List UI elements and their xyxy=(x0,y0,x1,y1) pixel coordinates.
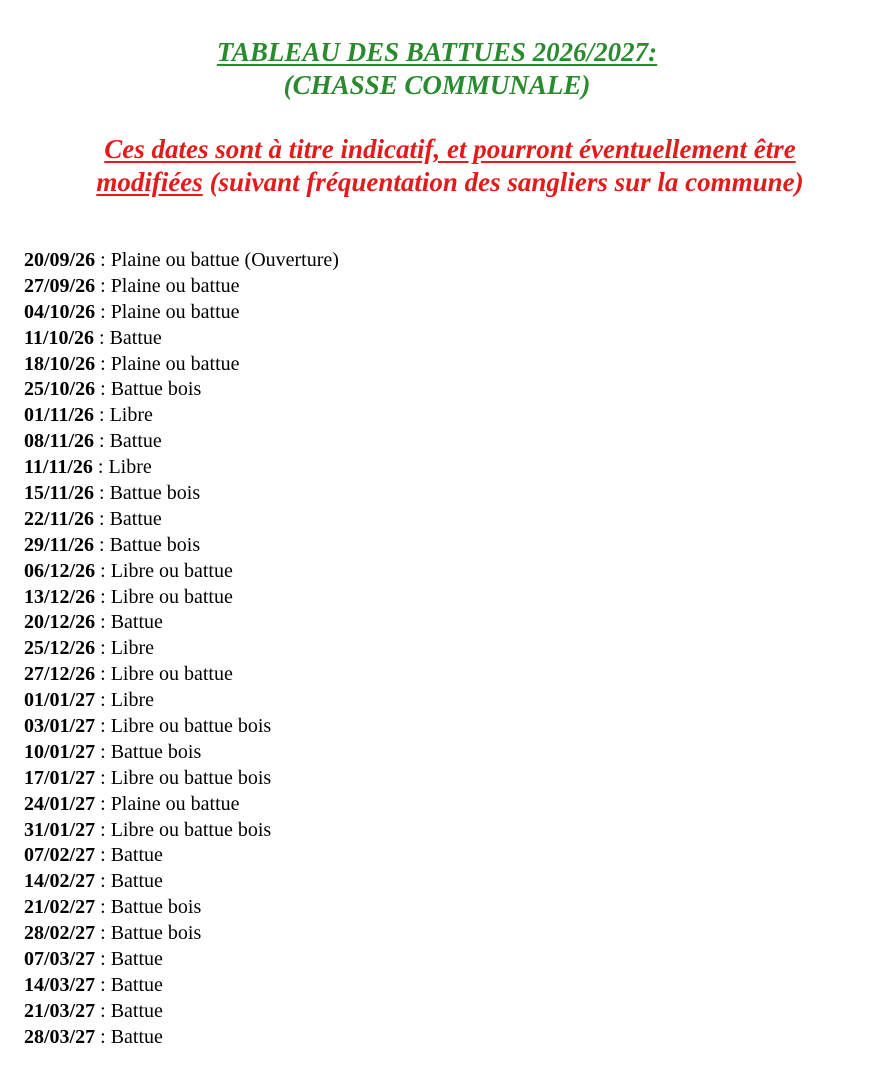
page-subtitle: (CHASSE COMMUNALE) xyxy=(283,70,591,100)
schedule-date: 14/02/27 xyxy=(24,870,96,893)
schedule-row xyxy=(24,843,339,869)
schedule-row xyxy=(24,326,339,352)
schedule-row xyxy=(24,895,339,921)
schedule-row xyxy=(24,636,339,662)
schedule-separator: : xyxy=(94,430,110,453)
schedule-date: 31/01/27 xyxy=(24,818,96,841)
schedule-separator: : xyxy=(95,637,111,660)
schedule-row xyxy=(24,869,339,895)
schedule-separator: : xyxy=(95,870,111,893)
schedule-separator: : xyxy=(95,999,111,1022)
schedule-date: 27/09/26 xyxy=(24,274,96,297)
schedule-date: 11/10/26 xyxy=(24,326,95,349)
schedule-row xyxy=(24,792,339,818)
page-title-text: TABLEAU DES BATTUES 2026/2027: xyxy=(216,37,658,67)
schedule-row xyxy=(24,1025,339,1051)
schedule-row xyxy=(24,947,339,973)
schedule-row xyxy=(24,714,339,740)
schedule-activity: Battue bois xyxy=(109,533,201,556)
schedule-activity: Libre xyxy=(110,637,154,660)
schedule-activity: Battue xyxy=(110,1025,163,1048)
schedule-date: 24/01/27 xyxy=(24,792,96,815)
schedule-separator: : xyxy=(94,533,110,556)
schedule-date: 10/01/27 xyxy=(24,740,96,763)
schedule-separator: : xyxy=(94,507,110,530)
schedule-activity: Battue xyxy=(109,430,162,453)
schedule-row xyxy=(24,559,339,585)
schedule-row xyxy=(24,455,339,481)
schedule-date: 22/11/26 xyxy=(24,507,95,530)
schedule-row xyxy=(24,610,339,636)
schedule-date: 29/11/26 xyxy=(24,533,95,556)
schedule-separator: : xyxy=(95,689,111,712)
schedule-separator: : xyxy=(95,585,111,608)
schedule-date: 20/12/26 xyxy=(24,611,96,634)
schedule-separator: : xyxy=(95,611,111,634)
schedule-activity: Libre ou battue xyxy=(110,585,233,608)
schedule-activity: Libre ou battue xyxy=(110,559,233,582)
schedule-activity: Plaine ou battue xyxy=(110,300,240,323)
schedule-date: 28/03/27 xyxy=(24,1025,96,1048)
schedule-separator: : xyxy=(92,456,109,479)
schedule-date: 20/09/26 xyxy=(24,249,96,271)
schedule-separator: : xyxy=(95,352,111,375)
schedule-date: 21/03/27 xyxy=(24,999,96,1022)
schedule-activity: Plaine ou battue xyxy=(110,352,240,375)
schedule-date: 03/01/27 xyxy=(24,715,96,738)
schedule-activity: Libre ou battue bois xyxy=(110,818,272,841)
schedule-row xyxy=(24,973,339,999)
schedule-date: 25/12/26 xyxy=(24,637,96,660)
schedule-date: 07/03/27 xyxy=(24,948,96,971)
schedule-activity: Battue bois xyxy=(109,482,201,505)
disclaimer-notice xyxy=(60,133,840,199)
schedule-date: 28/02/27 xyxy=(24,922,96,945)
schedule-date: 25/10/26 xyxy=(24,378,96,401)
schedule-date: 14/03/27 xyxy=(24,973,96,996)
schedule-separator: : xyxy=(94,404,110,427)
schedule-separator: : xyxy=(95,948,111,971)
schedule-date: 07/02/27 xyxy=(24,844,96,867)
schedule-date: 11/11/26 xyxy=(24,456,93,479)
schedule-activity: Battue xyxy=(110,999,163,1022)
schedule-activity: Battue bois xyxy=(110,896,202,919)
schedule-row xyxy=(24,274,339,300)
schedule-date: 06/12/26 xyxy=(24,559,96,582)
schedule-row xyxy=(24,662,339,688)
schedule-row xyxy=(24,585,339,611)
schedule-separator: : xyxy=(95,740,111,763)
schedule-separator: : xyxy=(95,766,111,789)
schedule-row xyxy=(24,403,339,429)
page-title xyxy=(0,36,874,69)
schedule-row xyxy=(24,921,339,947)
schedule-date: 01/01/27 xyxy=(24,689,96,712)
schedule-row xyxy=(24,507,339,533)
schedule-separator: : xyxy=(95,378,111,401)
schedule-row xyxy=(24,688,339,714)
schedule-date: 21/02/27 xyxy=(24,896,96,919)
disclaimer-rest: (suivant fréquentation des sangliers sur la commune) xyxy=(202,167,804,197)
schedule-activity: Plaine ou battue (Ouverture) xyxy=(110,249,339,271)
schedule-date: 01/11/26 xyxy=(24,404,95,427)
schedule-activity: Battue bois xyxy=(110,378,202,401)
disclaimer-underlined: Ces dates sont à titre indicatif, et pourront éventuellement être modifiées xyxy=(96,134,796,197)
schedule-date: 08/11/26 xyxy=(24,430,95,453)
schedule-separator: : xyxy=(94,482,110,505)
schedule-separator: : xyxy=(95,663,111,686)
schedule-activity: Libre ou battue bois xyxy=(110,715,272,738)
schedule-date: 15/11/26 xyxy=(24,482,95,505)
schedule-separator: : xyxy=(95,274,111,297)
schedule-row xyxy=(24,533,339,559)
schedule-date: 27/12/26 xyxy=(24,663,96,686)
schedule-activity: Plaine ou battue xyxy=(110,274,240,297)
schedule-row xyxy=(24,300,339,326)
schedule-separator: : xyxy=(95,922,111,945)
schedule-activity: Battue xyxy=(110,611,163,634)
schedule-separator: : xyxy=(94,326,110,349)
schedule-separator: : xyxy=(95,844,111,867)
schedule-activity: Libre xyxy=(110,689,154,712)
schedule-row xyxy=(24,766,339,792)
schedule-activity: Battue xyxy=(110,870,163,893)
schedule-separator: : xyxy=(95,896,111,919)
schedule-row xyxy=(24,481,339,507)
schedule-date: 04/10/26 xyxy=(24,300,96,323)
schedule-activity: Battue xyxy=(109,507,162,530)
schedule-row xyxy=(24,429,339,455)
schedule-row xyxy=(24,740,339,766)
schedule-activity: Battue xyxy=(109,326,162,349)
schedule-separator: : xyxy=(95,300,111,323)
schedule-row xyxy=(24,999,339,1025)
schedule-date: 13/12/26 xyxy=(24,585,96,608)
schedule-row xyxy=(24,248,339,274)
schedule-row xyxy=(24,352,339,378)
schedule-row xyxy=(24,818,339,844)
schedule-activity: Libre xyxy=(108,456,152,479)
schedule-activity: Plaine ou battue xyxy=(110,792,240,815)
schedule-activity: Libre ou battue bois xyxy=(110,766,272,789)
schedule-activity: Battue xyxy=(110,948,163,971)
schedule-separator: : xyxy=(95,715,111,738)
schedule-separator: : xyxy=(95,792,111,815)
schedule-date: 18/10/26 xyxy=(24,352,96,375)
schedule-separator: : xyxy=(95,249,111,271)
schedule-activity: Battue xyxy=(110,844,163,867)
schedule-separator: : xyxy=(95,1025,111,1048)
schedule-date: 17/01/27 xyxy=(24,766,96,789)
schedule-activity: Battue xyxy=(110,973,163,996)
schedule-row xyxy=(24,377,339,403)
schedule-separator: : xyxy=(95,559,111,582)
hunt-schedule-list xyxy=(24,248,339,1051)
schedule-separator: : xyxy=(95,973,111,996)
schedule-activity: Battue bois xyxy=(110,922,202,945)
schedule-activity: Libre xyxy=(109,404,153,427)
schedule-activity: Libre ou battue xyxy=(110,663,233,686)
schedule-activity: Battue bois xyxy=(110,740,202,763)
schedule-separator: : xyxy=(95,818,111,841)
